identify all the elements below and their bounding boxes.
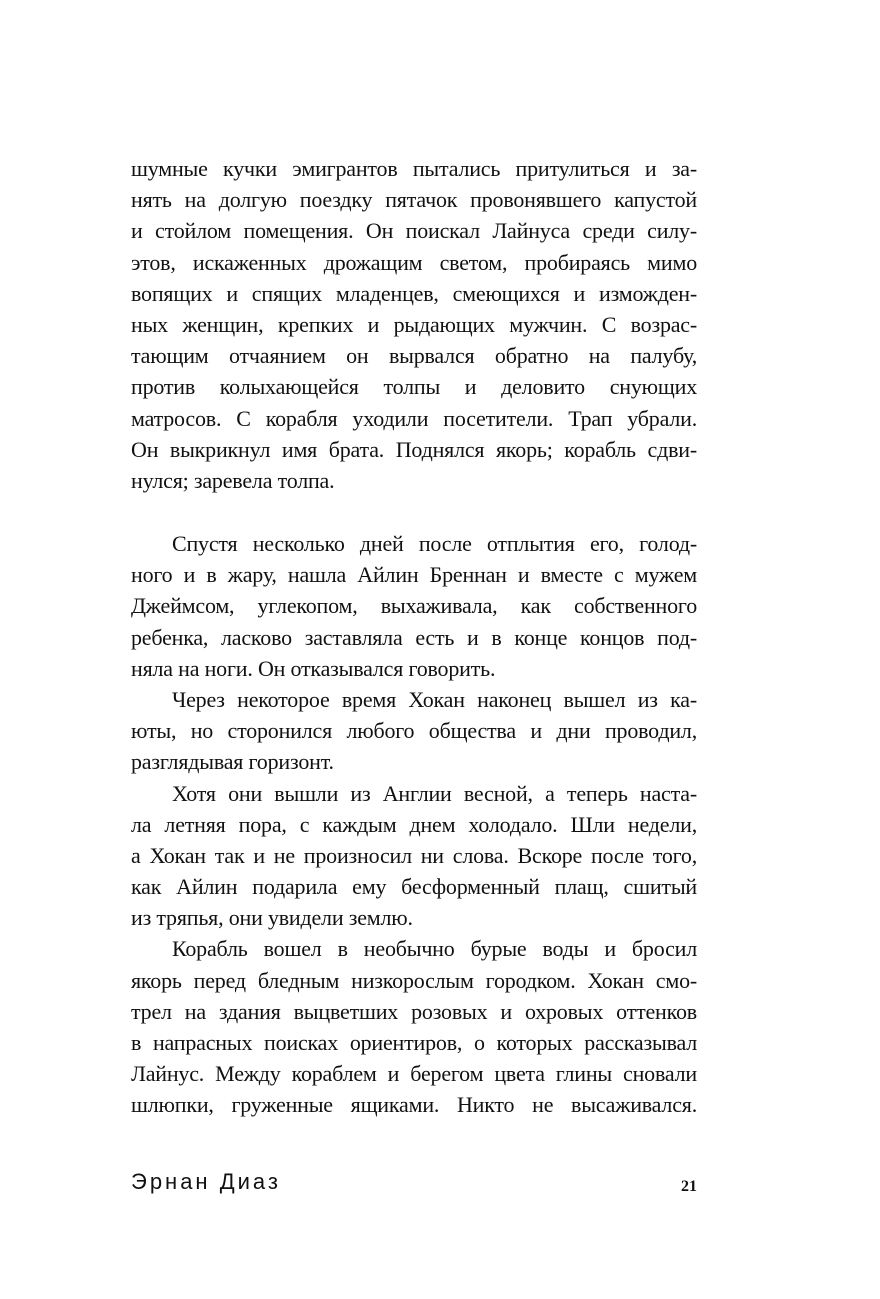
text-line: шлюпки, груженные ящиками. Никто не высаживался. [131,1092,697,1118]
text-line: и стойлом помещения. Он поискал Лайнуса среди силу- [131,218,697,244]
text-line: как Айлин подарила ему бесформенный плащ, сшитый [131,874,697,900]
text-line: няла на ноги. Он отказывался говорить. [131,655,496,681]
paragraph-first-line: Хотя они вышли из Англии весной, а теперь наста- [172,780,697,806]
text-line: нять на долгую поездку пятачок провонявшего капустой [131,187,697,213]
text-line: Джеймсом, углекопом, выхаживала, как собственного [131,593,697,619]
text-line: ла летняя пора, с каждым днем холодало. Шли недели, [131,811,697,837]
text-line: нулся; заревела толпа. [131,467,335,493]
text-line: вопящих и спящих младенцев, смеющихся и изможден- [131,280,697,306]
text-line: а Хокан так и не произносил ни слова. Вскоре после того, [131,842,697,868]
text-line: матросов. С корабля уходили посетители. Трап убрали. [131,405,697,431]
text-line: якорь перед бледным низкорослым городком. Хокан смо- [131,967,697,993]
text-line: шумные кучки эмигрантов пытались притулиться и за- [131,156,697,181]
text-line: ребенка, ласково заставляла есть и в конце концов под- [131,624,697,650]
running-footer-author: Эрнан Диаз [131,1169,281,1194]
text-line: Он выкрикнул имя брата. Поднялся якорь; корабль сдви- [131,436,697,462]
text-line: в напрасных поисках ориентиров, о которых рассказывал [131,1030,697,1055]
text-line: ного и в жару, нашла Айлин Бреннан и вместе с мужем [131,562,697,588]
paragraph-first-line: Через некоторое время Хокан наконец вышел из ка- [172,686,697,712]
page-number: 21 [681,1178,697,1195]
text-line: юты, но сторонился любого общества и дни проводил, [131,718,697,744]
text-line: этов, искаженных дрожащим светом, пробираясь мимо [131,249,697,275]
paragraph-first-line: Спустя несколько дней после отплытия его, голод- [172,531,697,556]
paragraph-first-line: Корабль вошел в необычно бурые воды и бросил [172,936,697,962]
text-line: Лайнус. Между кораблем и берегом цвета глины сновали [131,1061,697,1087]
text-line: ных женщин, крепких и рыдающих мужчин. С возрас- [131,311,697,337]
text-line: тающим отчаянием он вырвался обратно на палубу, [131,343,697,369]
text-line: против колыхающейся толпы и деловито снующих [131,374,697,400]
text-section-bottom [131,528,697,1121]
text-section-top [131,153,697,496]
text-line: из тряпья, они увидели землю. [131,905,413,931]
text-line: трел на здания выцветших розовых и охровых оттенков [131,998,697,1024]
text-line: разглядывая горизонт. [131,749,334,775]
